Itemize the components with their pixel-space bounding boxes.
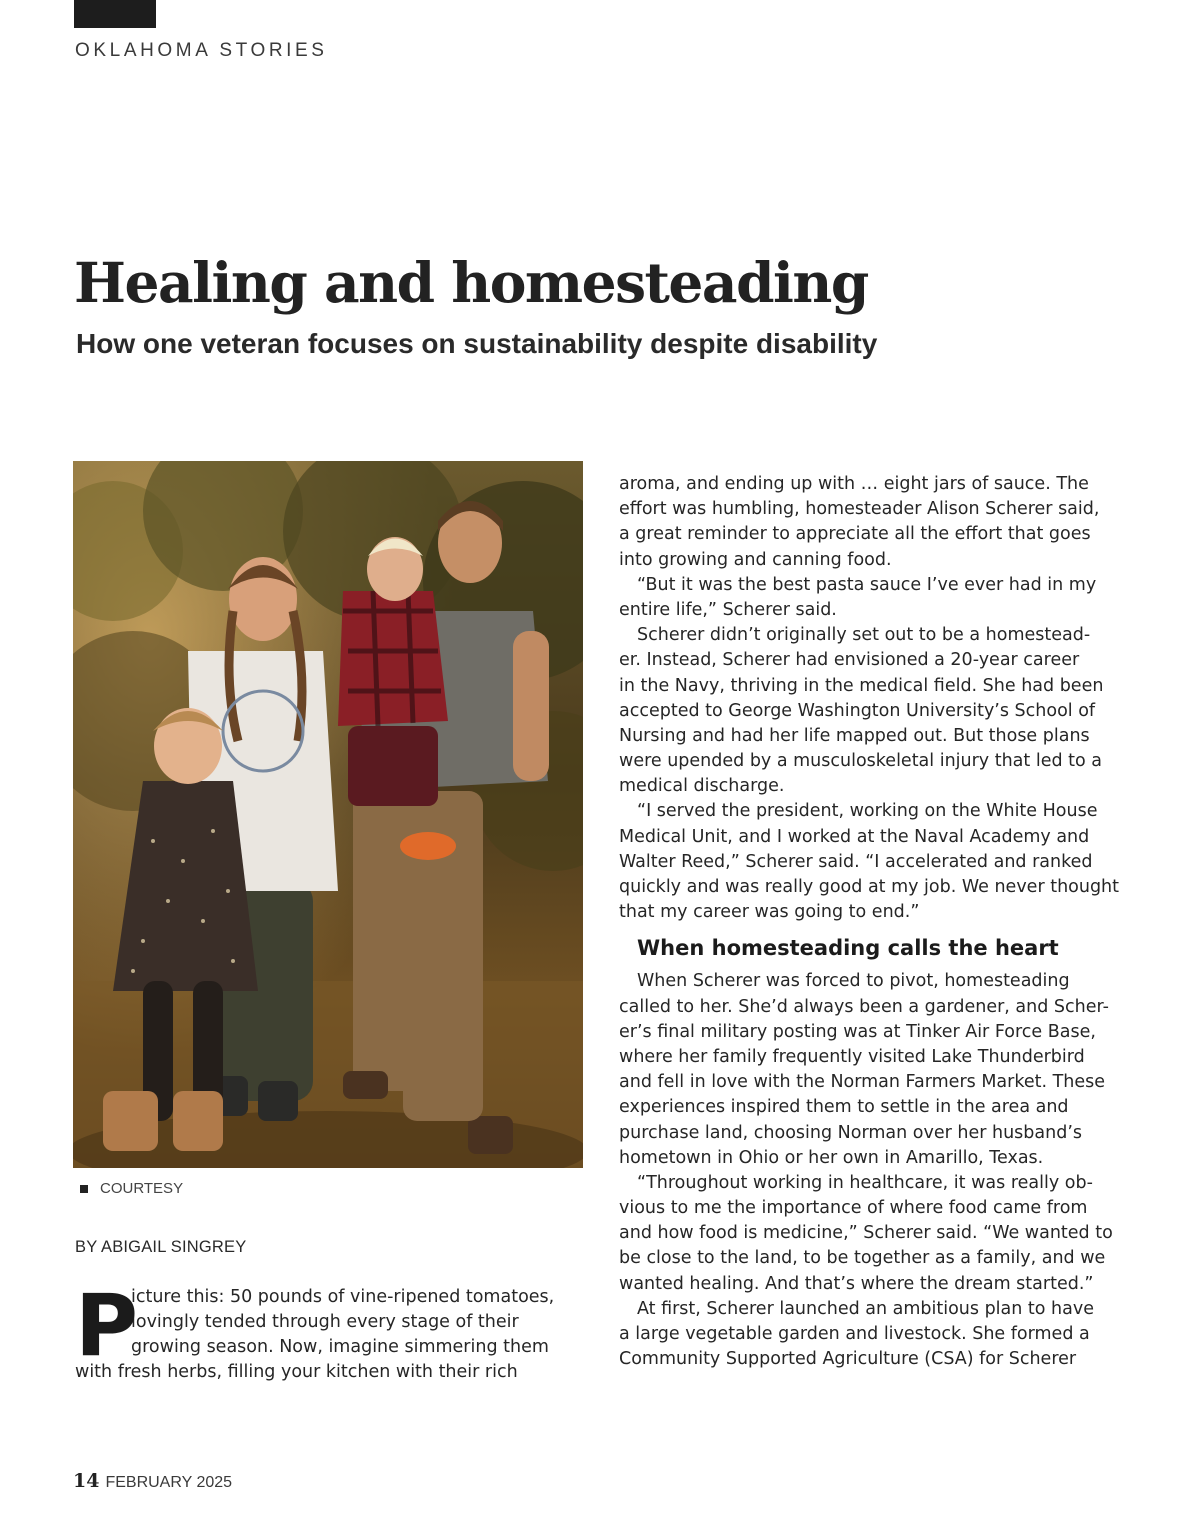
body-line: vious to me the importance of where food came from bbox=[619, 1198, 1088, 1219]
body-line: Walter Reed,” Scherer said. “I accelerated and ranked bbox=[619, 851, 1093, 872]
drop-cap: P bbox=[75, 1276, 139, 1376]
intro-line: growing season. Now, imagine simmering them bbox=[131, 1337, 549, 1357]
body-line: experiences inspired them to settle in the area and bbox=[619, 1097, 1069, 1118]
article-headline: Healing and homesteading bbox=[74, 250, 868, 315]
body-line: Nursing and had her life mapped out. But those plans bbox=[619, 725, 1090, 746]
section-label: OKLAHOMA STORIES bbox=[75, 40, 328, 61]
body-line: When Scherer was forced to pivot, homesteading bbox=[637, 971, 1070, 992]
caption-square-icon bbox=[80, 1185, 88, 1193]
body-line: medical discharge. bbox=[619, 776, 785, 797]
body-line: effort was humbling, homesteader Alison Scherer said, bbox=[619, 499, 1100, 520]
header-bar bbox=[74, 0, 156, 28]
body-line: where her family frequently visited Lake Thunderbird bbox=[619, 1046, 1085, 1067]
body-line: quickly and was really good at my job. We never thought bbox=[619, 877, 1120, 897]
body-line: hometown in Ohio or her own in Amarillo, Texas. bbox=[619, 1147, 1044, 1168]
issue-date: FEBRUARY 2025 bbox=[105, 1474, 233, 1491]
byline: BY ABIGAIL SINGREY bbox=[75, 1238, 247, 1256]
body-line: At first, Scherer launched an ambitious plan to have bbox=[637, 1298, 1094, 1319]
body-line: accepted to George Washington University’s School of bbox=[619, 700, 1096, 721]
page-footer bbox=[73, 1470, 232, 1492]
article-subhead: How one veteran focuses on sustainability despite disability bbox=[76, 328, 878, 359]
body-line: “Throughout working in healthcare, it was really ob- bbox=[637, 1172, 1093, 1193]
body-line: “I served the president, working on the White House bbox=[637, 801, 1098, 822]
body-line: Scherer didn’t originally set out to be a homestead- bbox=[637, 625, 1091, 646]
family-photo bbox=[73, 461, 583, 1168]
body-line: and how food is medicine,” Scherer said. “We wanted to bbox=[619, 1223, 1113, 1244]
body-line: “But it was the best pasta sauce I’ve ever had in my bbox=[637, 574, 1097, 595]
intro-line: with fresh herbs, filling your kitchen with their rich bbox=[75, 1362, 518, 1382]
family-photo-illustration bbox=[73, 461, 583, 1168]
photo-caption bbox=[80, 1180, 183, 1197]
body-line: wanted healing. And that’s where the dream started.” bbox=[619, 1273, 1094, 1294]
page-number: 14 bbox=[73, 1470, 100, 1492]
section-subheading: When homesteading calls the heart bbox=[637, 936, 1059, 961]
body-line: aroma, and ending up with … eight jars of sauce. The bbox=[619, 474, 1089, 494]
body-line: into growing and canning food. bbox=[619, 549, 892, 570]
body-line: and fell in love with the Norman Farmers Market. These bbox=[619, 1072, 1106, 1093]
body-line: a great reminder to appreciate all the effort that goes bbox=[619, 524, 1091, 545]
intro-line: icture this: 50 pounds of vine-ripened tomatoes, bbox=[131, 1287, 555, 1307]
body-line: be close to the land, to be together as a family, and we bbox=[619, 1248, 1106, 1269]
body-line: a large vegetable garden and livestock. She formed a bbox=[619, 1324, 1090, 1344]
body-line: er. Instead, Scherer had envisioned a 20-year career bbox=[619, 650, 1080, 671]
caption-text: COURTESY bbox=[100, 1180, 184, 1197]
body-line: purchase land, choosing Norman over her husband’s bbox=[619, 1122, 1082, 1143]
intro-paragraph bbox=[75, 1276, 585, 1385]
intro-line: lovingly tended through every stage of their bbox=[131, 1312, 519, 1332]
body-line: were upended by a musculoskeletal injury that led to a bbox=[619, 751, 1102, 772]
body-column bbox=[619, 472, 1139, 1372]
body-line: Medical Unit, and I worked at the Naval Academy and bbox=[619, 826, 1090, 847]
body-line: that my career was going to end.” bbox=[619, 902, 920, 923]
body-line: Community Supported Agriculture (CSA) for Scherer bbox=[619, 1349, 1077, 1370]
body-line: er’s final military posting was at Tinker Air Force Base, bbox=[619, 1021, 1096, 1042]
body-line: in the Navy, thriving in the medical field. She had been bbox=[619, 675, 1104, 696]
body-line: entire life,” Scherer said. bbox=[619, 599, 837, 620]
body-line: called to her. She’d always been a gardener, and Scher- bbox=[619, 996, 1109, 1017]
